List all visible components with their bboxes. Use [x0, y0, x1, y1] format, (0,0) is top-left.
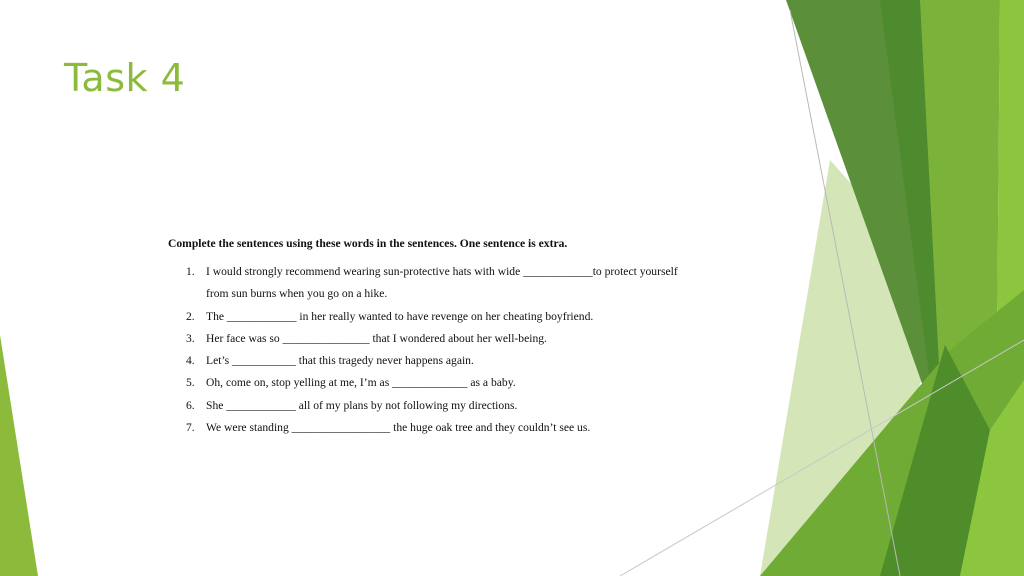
- sentence-number: 6.: [186, 398, 195, 412]
- sentence-item-5: [168, 372, 688, 394]
- sentence-number: 2.: [186, 309, 195, 323]
- left-edge-shape: [0, 335, 38, 576]
- sentence-item-2: [168, 306, 688, 328]
- sentence-item-4: [168, 350, 688, 372]
- sentence-text: Let’s ___________ that this tragedy never happens again.: [206, 354, 474, 368]
- sentence-text: We were standing _________________ the huge oak tree and they couldn’t see us.: [206, 421, 591, 435]
- sentence-text: Oh, come on, stop yelling at me, I’m as _____________ as a baby.: [206, 376, 516, 390]
- slide-title: Task 4: [64, 56, 186, 100]
- sentence-text: The ____________ in her really wanted to have revenge on her cheating boyfriend.: [206, 309, 594, 323]
- sentence-number: 7.: [186, 421, 195, 435]
- sentence-item-6: [168, 395, 688, 417]
- task-instructions: Complete the sentences using these words in the sentences. One sentence is extra.: [168, 237, 568, 250]
- sentence-text: Her face was so _______________ that I wondered about her well-being.: [206, 331, 547, 345]
- sentence-text: I would strongly recommend wearing sun-protective hats with wide ____________to protect yourself from sun burns when you go on a hike.: [206, 265, 678, 301]
- sentence-list: [168, 261, 688, 439]
- sentence-number: 3.: [186, 331, 195, 345]
- sentence-item-1: [168, 261, 688, 306]
- sentence-text: She ____________ all of my plans by not following my directions.: [206, 398, 518, 412]
- sentence-number: 5.: [186, 376, 195, 390]
- sentence-item-3: [168, 328, 688, 350]
- sentence-number: 4.: [186, 354, 195, 368]
- sentence-item-7: [168, 417, 688, 439]
- sentence-number: 1.: [186, 265, 195, 278]
- task-content: [168, 236, 688, 439]
